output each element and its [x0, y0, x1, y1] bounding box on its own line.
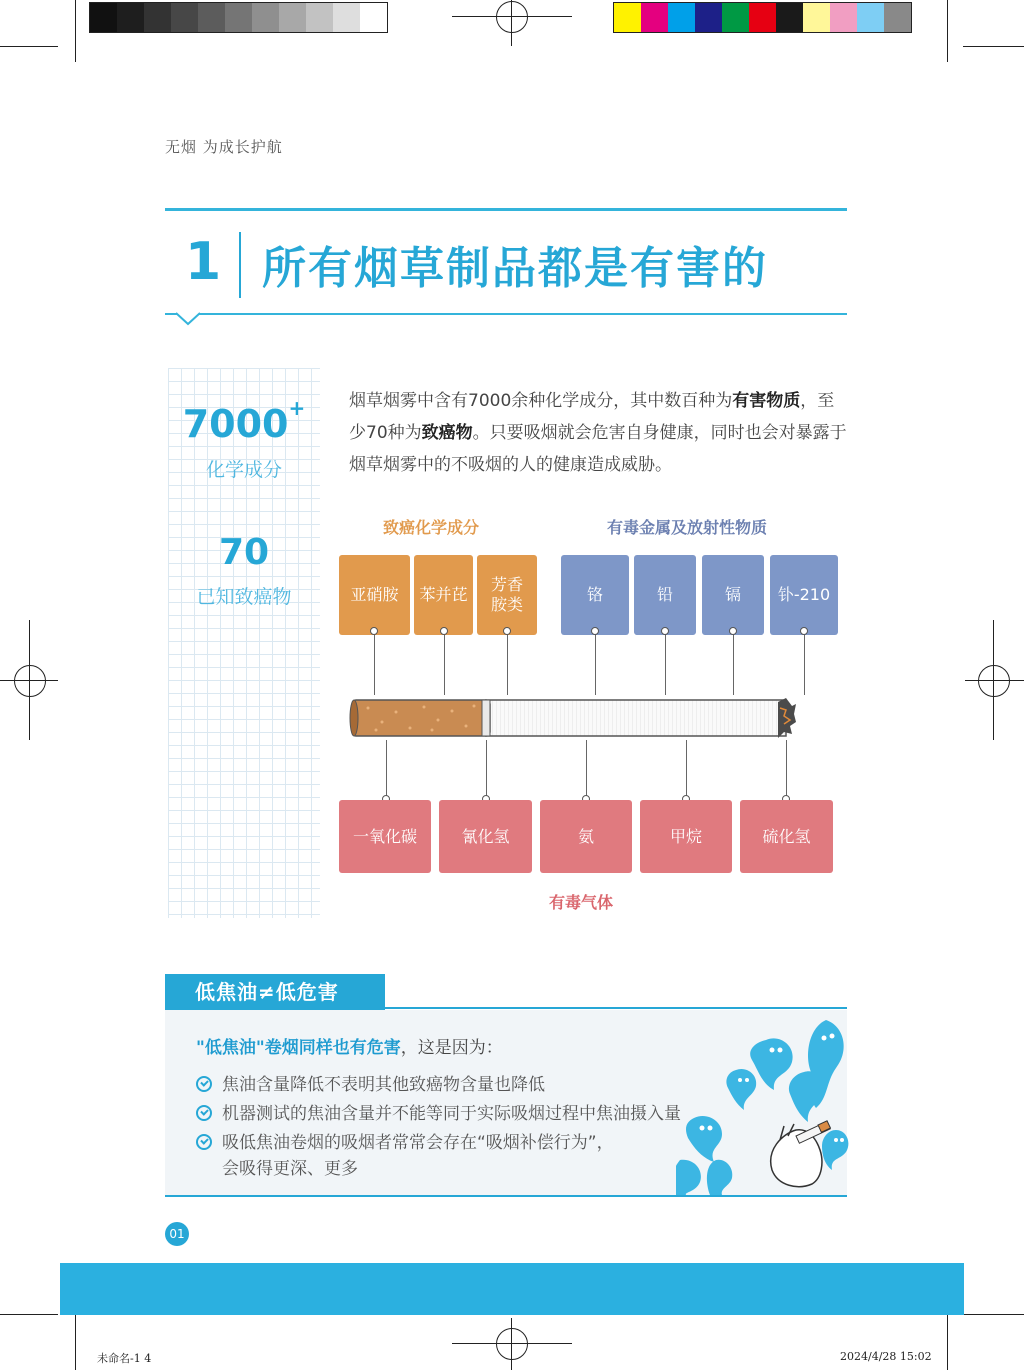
stat-carcinogens-value: 70 [218, 532, 270, 573]
check-circle-icon [196, 1105, 212, 1121]
gas-box: 氰化氢 [439, 800, 532, 873]
section-number: 1 [185, 232, 222, 292]
color-swatch [668, 3, 695, 32]
color-swatch [614, 3, 641, 32]
footer-band [60, 1263, 964, 1315]
print-slug-right: 2024/4/28 15:02 [840, 1350, 932, 1363]
intro-paragraph: 烟草烟雾中含有7000余种化学成分，其中数百种为有害物质，至少70种为致癌物。只要吸烟就会危害自身健康，同时也会对暴露于烟草烟雾中的不吸烟的人的健康造成威胁。 [349, 391, 847, 475]
print-slug-left: 未命名-1 4 [97, 1352, 152, 1365]
color-swatch [884, 3, 911, 32]
stat-chemicals-value: 7000+ [182, 396, 306, 446]
lowtar-top-rule [385, 1007, 847, 1009]
metal-box: 铬 [561, 555, 629, 635]
carcinogen-box: 芳香 胺类 [477, 555, 537, 635]
gray-swatch [144, 3, 171, 32]
gas-box: 一氧化碳 [339, 800, 431, 873]
color-swatch [857, 3, 884, 32]
gray-swatch [279, 3, 306, 32]
color-swatch [830, 3, 857, 32]
section-title: 所有烟草制品都是有害的 [262, 243, 768, 294]
title-top-rule [165, 208, 847, 211]
title-bottom-rule [165, 313, 847, 315]
running-header: 无烟 为成长护航 [165, 138, 283, 156]
stats-grid-panel [168, 368, 320, 918]
title-separator [239, 232, 241, 298]
color-swatch [776, 3, 803, 32]
gray-swatch [198, 3, 225, 32]
lowtar-bullet: 机器测试的焦油含量并不能等同于实际吸烟过程中焦油摄入量 [196, 1099, 681, 1124]
gray-swatch [90, 3, 117, 32]
page-number-badge: 01 [165, 1222, 189, 1246]
cigarette-illustration [348, 698, 796, 738]
gray-swatch [306, 3, 333, 32]
color-swatch [722, 3, 749, 32]
gas-box: 甲烷 [640, 800, 732, 873]
lowtar-tab-label: 低焦油≠低危害 [165, 974, 385, 1010]
color-swatch [749, 3, 776, 32]
gas-box: 氨 [540, 800, 632, 873]
lowtar-bullet: 吸低焦油卷烟的吸烟者常常会存在“吸烟补偿行为”， [196, 1128, 614, 1153]
gray-swatch [117, 3, 144, 32]
chevron-down-icon [176, 312, 200, 326]
lowtar-bullet: 焦油含量降低不表明其他致癌物含量也降低 [196, 1070, 545, 1095]
color-calibration-bar [613, 2, 912, 33]
stat-chemicals-label: 化学成分 [205, 459, 282, 481]
carcinogen-group-title: 致癌化学成分 [383, 518, 480, 537]
smoke-ghost-illustration [676, 1010, 856, 1195]
gray-swatch [333, 3, 360, 32]
check-circle-icon [196, 1076, 212, 1092]
check-circle-icon [196, 1134, 212, 1150]
gray-swatch [171, 3, 198, 32]
color-swatch [803, 3, 830, 32]
gray-swatch [252, 3, 279, 32]
metal-box: 钋-210 [770, 555, 838, 635]
gas-box: 硫化氢 [740, 800, 833, 873]
lowtar-bottom-rule [165, 1195, 847, 1197]
metal-box: 镉 [702, 555, 764, 635]
stat-carcinogens-label: 已知致癌物 [196, 586, 292, 608]
metal-box: 铅 [634, 555, 696, 635]
color-swatch [695, 3, 722, 32]
carcinogen-box: 苯并芘 [414, 555, 473, 635]
gray-swatch [225, 3, 252, 32]
metal-group-title: 有毒金属及放射性物质 [607, 518, 768, 537]
gas-group-title: 有毒气体 [549, 893, 614, 912]
gray-swatch [360, 3, 387, 32]
carcinogen-box: 亚硝胺 [339, 555, 410, 635]
lowtar-intro: "低焦油"卷烟同样也有危害，这是因为： [196, 1038, 503, 1058]
lowtar-bullet-continuation: 会吸得更深、更多 [222, 1159, 358, 1179]
color-swatch [641, 3, 668, 32]
grayscale-calibration-bar [89, 2, 388, 33]
